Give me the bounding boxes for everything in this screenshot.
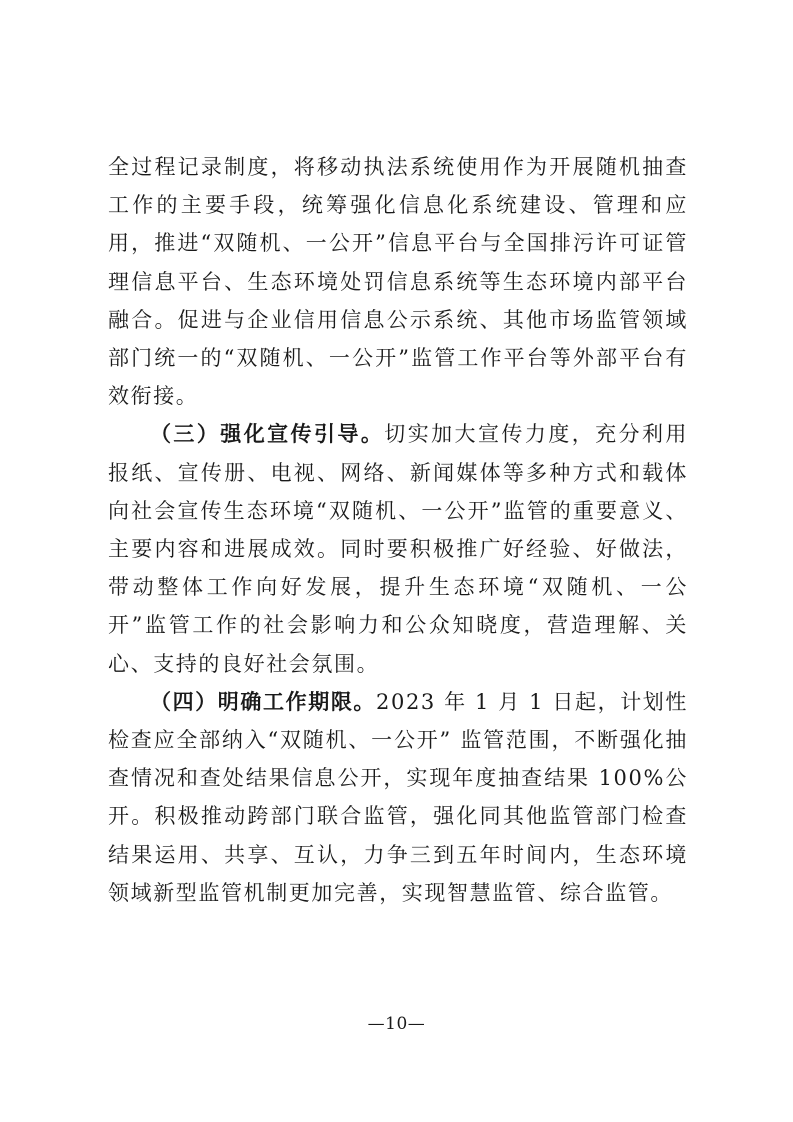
paragraph-publicity	[108, 415, 688, 682]
paragraph-text: 全过程记录制度，将移动执法系统使用作为开展随机抽查工作的主要手段，统筹强化信息化系统建设、管理和应用，推进“双随机、一公开”信息平台与全国排污许可证管理信息平台、生态环境处罚信息系统等生态环境内部平台融合。促进与企业信用信息公示系统、其他市场监管领域部门统一的“双随机、一公开”监管工作平台等外部平台有效衔接。	[108, 155, 688, 409]
section-heading-deadline: （四）明确工作期限。	[150, 689, 377, 714]
paragraph-text: 切实加大宣传力度，充分利用报纸、宣传册、电视、网络、新闻媒体等多种方式和载体向社会宣传生态环境“双随机、一公开”监管的重要意义、主要内容和进展成效。同时要积极推广好经验、好做法，带动整体工作向好发展，提升生态环境“双随机、一公开”监管工作的社会影响力和公众知晓度，营造理解、关心、支持的良好社会氛围。	[108, 422, 689, 676]
page-number: —10—	[367, 1014, 426, 1034]
paragraph-text: 2023 年 1 月 1 日起，计划性检查应全部纳入“双随机、一公开” 监管范围，不断强化抽查情况和查处结果信息公开，实现年度抽查结果 100%公开。积极推动跨部门联合监管，强化同其他监管部门检查结果运用、共享、互认，力争三到五年时间内，生态环境领域新型监管机制更加完善，实现智慧监管、综合监管。	[108, 689, 688, 905]
section-heading-publicity: （三）强化宣传引导。	[150, 422, 385, 447]
paragraph-deadline	[108, 683, 688, 912]
paragraph-continuation	[108, 148, 688, 415]
document-body	[108, 148, 688, 912]
